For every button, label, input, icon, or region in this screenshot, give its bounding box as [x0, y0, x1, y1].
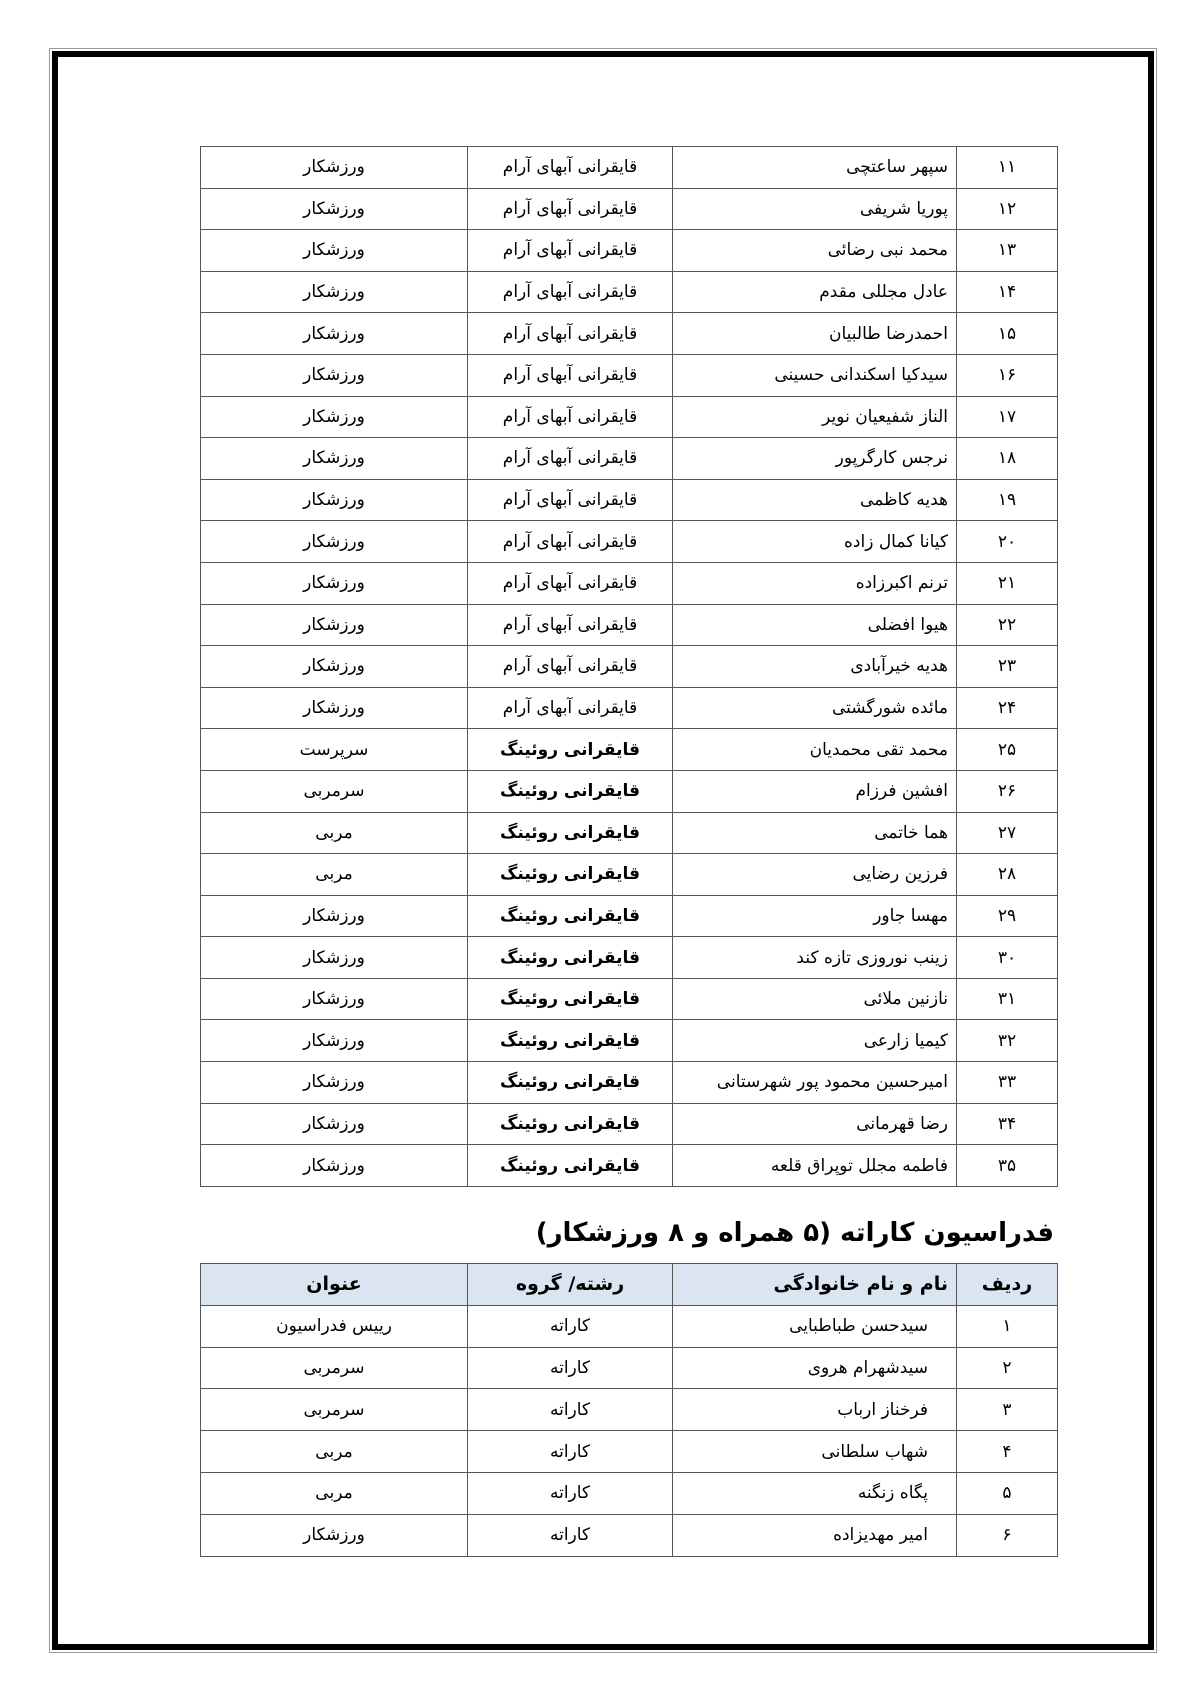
- person-name: رضا قهرمانی: [673, 1103, 957, 1145]
- row-number: ۱۹: [957, 479, 1058, 521]
- row-number: ۳: [957, 1389, 1058, 1431]
- row-number: ۱۸: [957, 438, 1058, 480]
- row-number: ۳۲: [957, 1020, 1058, 1062]
- role-title: ورزشکار: [201, 479, 468, 521]
- role-title: ورزشکار: [201, 188, 468, 230]
- row-number: ۱۷: [957, 396, 1058, 438]
- discipline-group: قایقرانی روئینگ: [468, 1145, 673, 1187]
- person-name: نرجس کارگرپور: [673, 438, 957, 480]
- table-row: [201, 812, 1058, 854]
- row-number: ۲۱: [957, 562, 1058, 604]
- person-name: شهاب سلطانی: [673, 1431, 957, 1473]
- role-title: مربی: [201, 1431, 468, 1473]
- role-title: ورزشکار: [201, 1020, 468, 1062]
- person-name: زینب نوروزی تازه کند: [673, 937, 957, 979]
- header-title: عنوان: [201, 1264, 468, 1306]
- person-name: مهسا جاور: [673, 895, 957, 937]
- discipline-group: قایقرانی روئینگ: [468, 1020, 673, 1062]
- row-number: ۱۴: [957, 271, 1058, 313]
- discipline-group: کاراته: [468, 1431, 673, 1473]
- table-row: [201, 1472, 1058, 1514]
- person-name: هدیه کاظمی: [673, 479, 957, 521]
- discipline-group: قایقرانی روئینگ: [468, 770, 673, 812]
- row-number: ۳۴: [957, 1103, 1058, 1145]
- table-row: [201, 646, 1058, 688]
- discipline-group: کاراته: [468, 1347, 673, 1389]
- role-title: مربی: [201, 812, 468, 854]
- role-title: سرمربی: [201, 1389, 468, 1431]
- discipline-group: قایقرانی آبهای آرام: [468, 188, 673, 230]
- table-row: [201, 895, 1058, 937]
- discipline-group: قایقرانی روئینگ: [468, 895, 673, 937]
- role-title: سرمربی: [201, 770, 468, 812]
- role-title: ورزشکار: [201, 313, 468, 355]
- header-full-name: نام و نام خانوادگی: [673, 1264, 957, 1306]
- person-name: فاطمه مجلل توپراق قلعه: [673, 1145, 957, 1187]
- table-row: [201, 479, 1058, 521]
- role-title: سرمربی: [201, 1347, 468, 1389]
- role-title: ورزشکار: [201, 396, 468, 438]
- role-title: ورزشکار: [201, 438, 468, 480]
- table-row: [201, 854, 1058, 896]
- karate-table: [200, 1263, 1058, 1557]
- person-name: امیر مهدیزاده: [673, 1514, 957, 1556]
- person-name: پگاه زنگنه: [673, 1472, 957, 1514]
- table-row: [201, 1145, 1058, 1187]
- row-number: ۲۶: [957, 770, 1058, 812]
- discipline-group: قایقرانی آبهای آرام: [468, 562, 673, 604]
- row-number: ۱۳: [957, 230, 1058, 272]
- discipline-group: قایقرانی آبهای آرام: [468, 687, 673, 729]
- row-number: ۲: [957, 1347, 1058, 1389]
- table-row: [201, 687, 1058, 729]
- table-row: [201, 1062, 1058, 1104]
- table-row: [201, 230, 1058, 272]
- discipline-group: قایقرانی آبهای آرام: [468, 646, 673, 688]
- discipline-group: قایقرانی آبهای آرام: [468, 313, 673, 355]
- person-name: فرزین رضایی: [673, 854, 957, 896]
- role-title: مربی: [201, 1472, 468, 1514]
- person-name: احمدرضا طالبیان: [673, 313, 957, 355]
- person-name: پوریا شریفی: [673, 188, 957, 230]
- discipline-group: قایقرانی روئینگ: [468, 854, 673, 896]
- table-row: [201, 1020, 1058, 1062]
- role-title: ورزشکار: [201, 562, 468, 604]
- person-name: مائده شورگشتی: [673, 687, 957, 729]
- role-title: ورزشکار: [201, 271, 468, 313]
- table-row: [201, 1347, 1058, 1389]
- person-name: سیدحسن طباطبایی: [673, 1305, 957, 1347]
- person-name: سپهر ساعتچی: [673, 147, 957, 189]
- person-name: کیمیا زارعی: [673, 1020, 957, 1062]
- row-number: ۲۴: [957, 687, 1058, 729]
- row-number: ۱۶: [957, 354, 1058, 396]
- role-title: ورزشکار: [201, 1145, 468, 1187]
- table-row: [201, 937, 1058, 979]
- table-row: [201, 729, 1058, 771]
- discipline-group: قایقرانی آبهای آرام: [468, 354, 673, 396]
- table-row: [201, 1431, 1058, 1473]
- discipline-group: قایقرانی آبهای آرام: [468, 604, 673, 646]
- person-name: امیرحسین محمود پور شهرستانی: [673, 1062, 957, 1104]
- discipline-group: قایقرانی آبهای آرام: [468, 438, 673, 480]
- karate-table-header-row: [201, 1264, 1058, 1306]
- discipline-group: قایقرانی روئینگ: [468, 812, 673, 854]
- row-number: ۳۵: [957, 1145, 1058, 1187]
- table-row: [201, 354, 1058, 396]
- row-number: ۱۲: [957, 188, 1058, 230]
- table-row: [201, 521, 1058, 563]
- table-row: [201, 978, 1058, 1020]
- table-row: [201, 1103, 1058, 1145]
- row-number: ۳۳: [957, 1062, 1058, 1104]
- person-name: سیدشهرام هروی: [673, 1347, 957, 1389]
- row-number: ۵: [957, 1472, 1058, 1514]
- discipline-group: قایقرانی روئینگ: [468, 729, 673, 771]
- person-name: هیوا افضلی: [673, 604, 957, 646]
- role-title: ورزشکار: [201, 604, 468, 646]
- row-number: ۲۲: [957, 604, 1058, 646]
- role-title: ورزشکار: [201, 354, 468, 396]
- discipline-group: قایقرانی آبهای آرام: [468, 479, 673, 521]
- role-title: مربی: [201, 854, 468, 896]
- header-discipline-group: رشته/ گروه: [468, 1264, 673, 1306]
- role-title: ورزشکار: [201, 895, 468, 937]
- table-row: [201, 562, 1058, 604]
- discipline-group: قایقرانی آبهای آرام: [468, 521, 673, 563]
- role-title: ورزشکار: [201, 147, 468, 189]
- person-name: ترنم اکبرزاده: [673, 562, 957, 604]
- discipline-group: قایقرانی روئینگ: [468, 937, 673, 979]
- table-row: [201, 1305, 1058, 1347]
- table-row: [201, 604, 1058, 646]
- row-number: ۲۰: [957, 521, 1058, 563]
- discipline-group: قایقرانی روئینگ: [468, 978, 673, 1020]
- role-title: ورزشکار: [201, 521, 468, 563]
- karate-section-heading: فدراسیون کاراته (۵ همراه و ۸ ورزشکار): [535, 1218, 1054, 1248]
- karate-table-body: [201, 1305, 1058, 1556]
- person-name: افشین فرزام: [673, 770, 957, 812]
- row-number: ۱: [957, 1305, 1058, 1347]
- role-title: سرپرست: [201, 729, 468, 771]
- discipline-group: قایقرانی روئینگ: [468, 1103, 673, 1145]
- row-number: ۳۰: [957, 937, 1058, 979]
- role-title: ورزشکار: [201, 1514, 468, 1556]
- roster-table: [200, 146, 1058, 1187]
- discipline-group: قایقرانی آبهای آرام: [468, 271, 673, 313]
- person-name: محمد تقی محمدیان: [673, 729, 957, 771]
- discipline-group: کاراته: [468, 1389, 673, 1431]
- table-row: [201, 1389, 1058, 1431]
- row-number: ۱۵: [957, 313, 1058, 355]
- role-title: ورزشکار: [201, 687, 468, 729]
- person-name: سیدکیا اسکندانی حسینی: [673, 354, 957, 396]
- role-title: ورزشکار: [201, 937, 468, 979]
- row-number: ۲۵: [957, 729, 1058, 771]
- person-name: محمد نبی رضائی: [673, 230, 957, 272]
- table-row: [201, 271, 1058, 313]
- table-row: [201, 188, 1058, 230]
- person-name: هما خاتمی: [673, 812, 957, 854]
- table-row: [201, 770, 1058, 812]
- discipline-group: قایقرانی آبهای آرام: [468, 147, 673, 189]
- role-title: ورزشکار: [201, 1062, 468, 1104]
- table-row: [201, 313, 1058, 355]
- table-row: [201, 147, 1058, 189]
- person-name: نازنین ملائی: [673, 978, 957, 1020]
- person-name: عادل مجللی مقدم: [673, 271, 957, 313]
- role-title: رییس فدراسیون: [201, 1305, 468, 1347]
- person-name: فرخناز ارباب: [673, 1389, 957, 1431]
- header-row-number: ردیف: [957, 1264, 1058, 1306]
- discipline-group: کاراته: [468, 1514, 673, 1556]
- discipline-group: کاراته: [468, 1305, 673, 1347]
- table-row: [201, 396, 1058, 438]
- row-number: ۳۱: [957, 978, 1058, 1020]
- role-title: ورزشکار: [201, 230, 468, 272]
- table-row: [201, 438, 1058, 480]
- person-name: هدیه خیرآبادی: [673, 646, 957, 688]
- role-title: ورزشکار: [201, 978, 468, 1020]
- discipline-group: قایقرانی آبهای آرام: [468, 396, 673, 438]
- row-number: ۲۳: [957, 646, 1058, 688]
- role-title: ورزشکار: [201, 646, 468, 688]
- row-number: ۲۹: [957, 895, 1058, 937]
- row-number: ۲۸: [957, 854, 1058, 896]
- table-row: [201, 1514, 1058, 1556]
- row-number: ۲۷: [957, 812, 1058, 854]
- roster-table-body: [201, 147, 1058, 1187]
- row-number: ۱۱: [957, 147, 1058, 189]
- discipline-group: قایقرانی روئینگ: [468, 1062, 673, 1104]
- discipline-group: کاراته: [468, 1472, 673, 1514]
- person-name: کیانا کمال زاده: [673, 521, 957, 563]
- row-number: ۴: [957, 1431, 1058, 1473]
- person-name: الناز شفیعیان نویر: [673, 396, 957, 438]
- discipline-group: قایقرانی آبهای آرام: [468, 230, 673, 272]
- row-number: ۶: [957, 1514, 1058, 1556]
- role-title: ورزشکار: [201, 1103, 468, 1145]
